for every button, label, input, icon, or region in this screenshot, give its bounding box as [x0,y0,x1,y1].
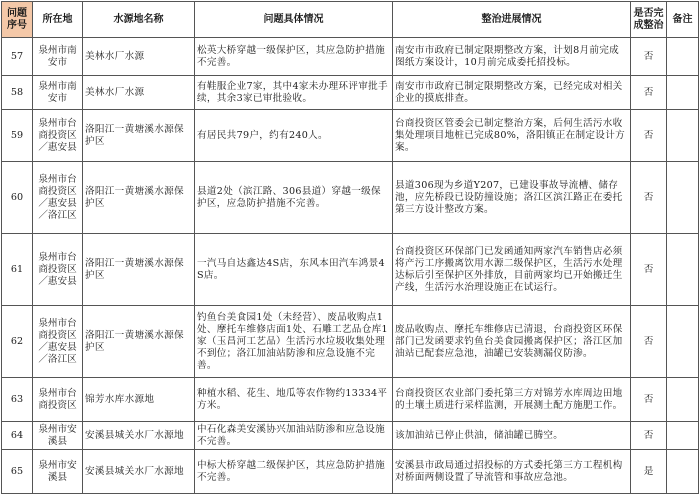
row-source: 洛阳江一黄塘溪水源保护区 [83,234,195,306]
row-location: 泉州市安溪县 [33,422,83,450]
row-progress: 县道306现为乡道Y207，已建设事故导流槽、储存池，应先桥段已设防撞设施；洛江区滨江路正在委托第三方设计整改方案。 [393,162,631,234]
row-done: 否 [631,110,667,162]
table-row [2,234,699,306]
row-source: 锦芳水库水源地 [83,378,195,422]
row-source: 洛阳江一黄塘溪水源保护区 [83,306,195,378]
row-problem: 有居民共79户，约有240人。 [195,110,393,162]
row-no: 62 [2,306,33,378]
row-note [667,306,699,378]
row-location: 泉州市台商投资区／惠安县 [33,234,83,306]
header-done: 是否完成整治 [631,2,667,38]
row-no: 63 [2,378,33,422]
row-progress: 台商投资区农业部门委托第三方对锦芳水库周边田地的土壤土质进行采样监测，开展测土配方施肥工作。 [393,378,631,422]
row-source: 洛阳江一黄塘溪水源保护区 [83,162,195,234]
row-source: 安溪县城关水厂水源地 [83,422,195,450]
table-row [2,422,699,450]
header-source: 水源地名称 [83,2,195,38]
row-note [667,162,699,234]
row-note [667,110,699,162]
row-note [667,76,699,110]
row-source: 美林水厂水源 [83,38,195,76]
header-note: 备注 [667,2,699,38]
row-problem: 有鞋服企业7家，其中4家未办理环评审批手续，其余3家已审批验收。 [195,76,393,110]
row-source: 安溪县城关水厂水源地 [83,450,195,494]
row-no: 59 [2,110,33,162]
row-location: 泉州市台商投资区／惠安县／洛江区 [33,162,83,234]
row-source: 美林水厂水源 [83,76,195,110]
row-problem: 种植水稻、花生、地瓜等农作物约13334平方米。 [195,378,393,422]
header-row [2,2,699,38]
row-note [667,38,699,76]
row-problem: 中标大桥穿越二级保护区，其应急防护措施不完善。 [195,450,393,494]
row-location: 泉州市安溪县 [33,450,83,494]
row-note [667,378,699,422]
row-done: 否 [631,378,667,422]
row-progress: 台商投资区环保部门已发函通知两家汽车销售店必须将产污工序搬离饮用水源二级保护区，生活污水处理达标后引至保护区外排放，目前两家均已开始搬迁生产线，生活污水治理设施正在试运行。 [393,234,631,306]
row-done: 否 [631,422,667,450]
row-done: 否 [631,162,667,234]
row-progress: 南安市市政府已制定限期整改方案，已经完成对相关企业的摸底排查。 [393,76,631,110]
row-progress: 台商投资区管委会已制定整治方案，后何生活污水收集处理项目地桩已完成80%，洛阳镇正在制定设计方案。 [393,110,631,162]
row-note [667,422,699,450]
table-row [2,162,699,234]
header-progress: 整治进展情况 [393,2,631,38]
row-location: 泉州市台商投资区 [33,378,83,422]
row-problem: 中石化森美安溪协兴加油站防渗和应急设施不完善。 [195,422,393,450]
table-row [2,76,699,110]
row-problem: 一汽马自达鑫达4S店，东风本田汽车鸿景4S店。 [195,234,393,306]
row-location: 泉州市台商投资区／惠安县 [33,110,83,162]
row-done: 否 [631,76,667,110]
table-row [2,306,699,378]
table-row [2,38,699,76]
rectification-table [1,1,699,494]
row-done: 否 [631,234,667,306]
table-row [2,450,699,494]
row-location: 泉州市台商投资区／惠安县／洛江区 [33,306,83,378]
row-note [667,450,699,494]
row-no: 61 [2,234,33,306]
row-progress: 南安市市政府已制定限期整改方案，计划8月前完成图纸方案设计，10月前完成委托招投标。 [393,38,631,76]
header-location: 所在地 [33,2,83,38]
table-row [2,110,699,162]
header-problem: 问题具体情况 [195,2,393,38]
row-done: 否 [631,38,667,76]
row-progress: 废品收购点、摩托车维修店已清退，台商投资区环保部门已发函要求钓鱼台美食园搬离保护区；洛江区加油站已配套应急池，油罐已安装测漏仪防渗。 [393,306,631,378]
row-no: 58 [2,76,33,110]
row-no: 57 [2,38,33,76]
row-location: 泉州市南安市 [33,38,83,76]
row-source: 洛阳江一黄塘溪水源保护区 [83,110,195,162]
row-done: 否 [631,306,667,378]
row-no: 60 [2,162,33,234]
row-problem: 松英大桥穿越一级保护区，其应急防护措施不完善。 [195,38,393,76]
row-no: 65 [2,450,33,494]
table-row [2,378,699,422]
row-problem: 县道2处（滨江路、306县道）穿越一级保护区，应急防护措施不完善。 [195,162,393,234]
row-done: 是 [631,450,667,494]
row-no: 64 [2,422,33,450]
header-no: 问题序号 [2,2,33,38]
row-note [667,234,699,306]
row-progress: 该加油站已停止供油，储油罐已腾空。 [393,422,631,450]
row-problem: 钓鱼台美食园1处（未经营）、废品收购点1处、摩托车维修店面1处、石雕工艺品仓库1家（玉昌河工艺品）生活污水垃圾收集处理不到位；洛江加油站防渗和应急设施不完善。 [195,306,393,378]
row-location: 泉州市南安市 [33,76,83,110]
row-progress: 安溪县市政局通过招投标的方式委托第三方工程机构对桥面两侧设置了导流管和事故应急池。 [393,450,631,494]
